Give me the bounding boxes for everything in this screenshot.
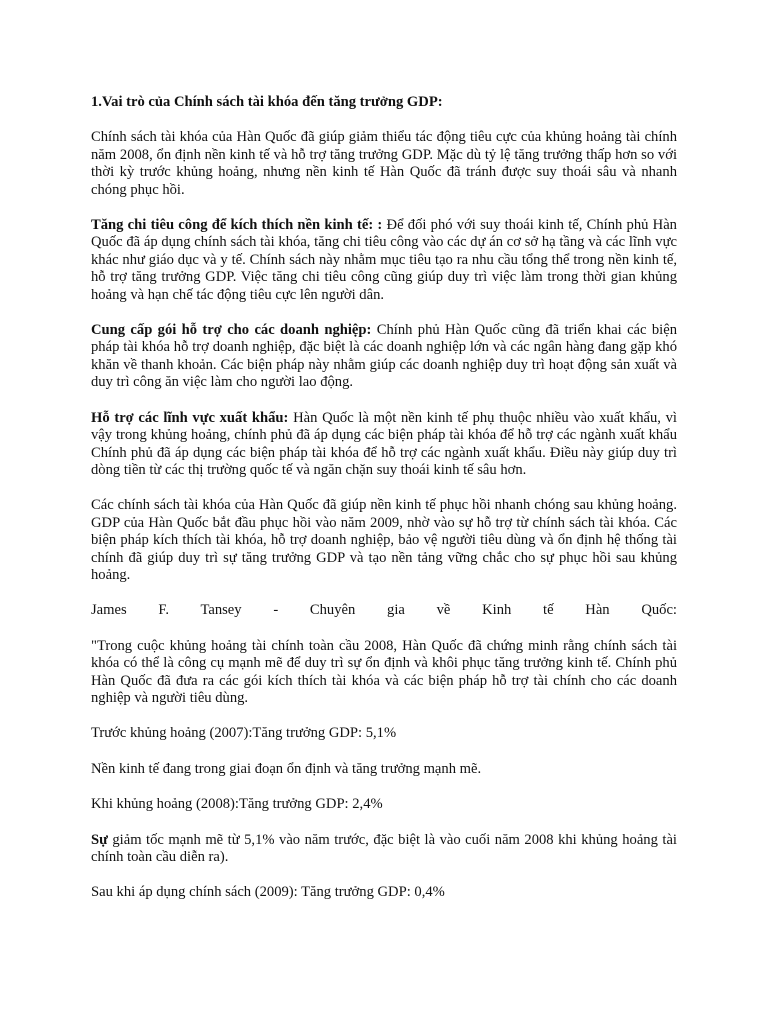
business-support-text: Chính phủ Hàn Quốc cũng đã triển khai các biện pháp tài khóa hỗ trợ doanh nghiệp, đặc biệt là các doanh nghiệp lớn và các ngân hàng đang gặp khó khăn về thanh khoản. Các biện pháp này nhằm giúp các doanh nghiệp duy trì hoạt động sản xuất và duy trì công ăn việc làm cho người lao động. xyxy=(91,322,677,391)
section-heading: 1.Vai trò của Chính sách tài khóa đến tăng trưởng GDP: xyxy=(91,94,443,110)
gdp-before-crisis: Trước khủng hoảng (2007):Tăng trưởng GDP: 5,1% xyxy=(91,725,397,742)
gdp-during-crisis: Khi khủng hoảng (2008):Tăng trưởng GDP: 2,4% xyxy=(91,796,383,813)
before-crisis-note: Nền kinh tế đang trong giai đoạn ổn định và tăng trưởng mạnh mẽ. xyxy=(91,760,482,777)
during-note-rest: giảm tốc mạnh mẽ từ 5,1% vào năm trước, đặc biệt là vào cuối năm 2008 khi khủng hoảng tài chính toàn cầu diễn ra). xyxy=(91,831,677,865)
quote-attribution: James F. Tansey - Chuyên gia về Kinh tế Hàn Quốc: xyxy=(91,602,677,619)
public-spending-text: Để đối phó với suy thoái kinh tế, Chính phủ Hàn Quốc đã áp dụng chính sách tài khóa, tăng chi tiêu công vào các dự án cơ sở hạ tầng và các lĩnh vực khác như giáo dục và y tế. Chính sách này nhằm mục tiêu tạo ra nhu cầu tổng thể trong nền kinh tế, hỗ trợ tăng trưởng GDP. Việc tăng chi tiêu công cũng giúp duy trì việc làm trong thời gian khủng hoảng và hạn chế tác động tiêu cực lên người dân. xyxy=(91,217,677,303)
summary-paragraph: Các chính sách tài khóa của Hàn Quốc đã giúp nền kinh tế phục hồi nhanh chóng sau khủng hoảng. GDP của Hàn Quốc bắt đầu phục hồi vào năm 2009, nhờ vào sự hỗ trợ từ chính sách tài khóa. Các biện pháp kích thích tài khóa, hỗ trợ doanh nghiệp, bảo vệ người tiêu dùng và ổn định hệ thống tài chính đã giúp duy trì sự tăng trưởng GDP và tạo nền tảng vững chắc cho sự phục hồi sau khủng hoảng. xyxy=(91,497,677,583)
export-support-text: Hàn Quốc là một nền kinh tế phụ thuộc nhiều vào xuất khẩu, vì vậy trong khủng hoảng, chính phủ đã áp dụng các biện pháp tài khóa để hỗ trợ các ngành xuất khẩu Chính phủ đã áp dụng các biện pháp tài khóa để hỗ trợ các ngành xuất khẩu. Điều này giúp duy trì dòng tiền từ các thị trường quốc tế và ngăn chặn suy thoái kinh tế sâu hơn. xyxy=(91,409,677,478)
during-note-first-word: Sự xyxy=(91,831,108,848)
quote-text: "Trong cuộc khủng hoảng tài chính toàn cầu 2008, Hàn Quốc đã chứng minh rằng chính sách tài khóa có thể là công cụ mạnh mẽ để duy trì sự ổn định và khôi phục tăng trưởng kinh tế. Chính phủ Hàn Quốc đã đưa ra các gói kích thích tài khóa và các biện pháp hỗ trợ tài chính cho các doanh nghiệp và người tiêu dùng. xyxy=(91,637,677,706)
public-spending-paragraph xyxy=(91,217,677,304)
public-spending-lead: Tăng chi tiêu công để kích thích nền kinh tế: : xyxy=(91,217,383,234)
document-page xyxy=(91,94,677,920)
business-support-lead: Cung cấp gói hỗ trợ cho các doanh nghiệp: xyxy=(91,322,372,339)
business-support-paragraph xyxy=(91,322,677,392)
export-support-paragraph xyxy=(91,410,677,480)
gdp-after-policy: Sau khi áp dụng chính sách (2009): Tăng trưởng GDP: 0,4% xyxy=(91,884,445,901)
export-support-lead: Hỗ trợ các lĩnh vực xuất khẩu: xyxy=(91,409,289,426)
during-crisis-note xyxy=(91,832,677,867)
intro-paragraph: Chính sách tài khóa của Hàn Quốc đã giúp giảm thiểu tác động tiêu cực của khủng hoảng tài chính năm 2008, ổn định nền kinh tế và hỗ trợ tăng trưởng GDP. Mặc dù tỷ lệ tăng trưởng thấp hơn so với thời kỳ trước khủng hoảng, nhưng nền kinh tế Hàn Quốc đã tránh được suy thoái sâu và nhanh chóng phục hồi. xyxy=(91,129,677,198)
